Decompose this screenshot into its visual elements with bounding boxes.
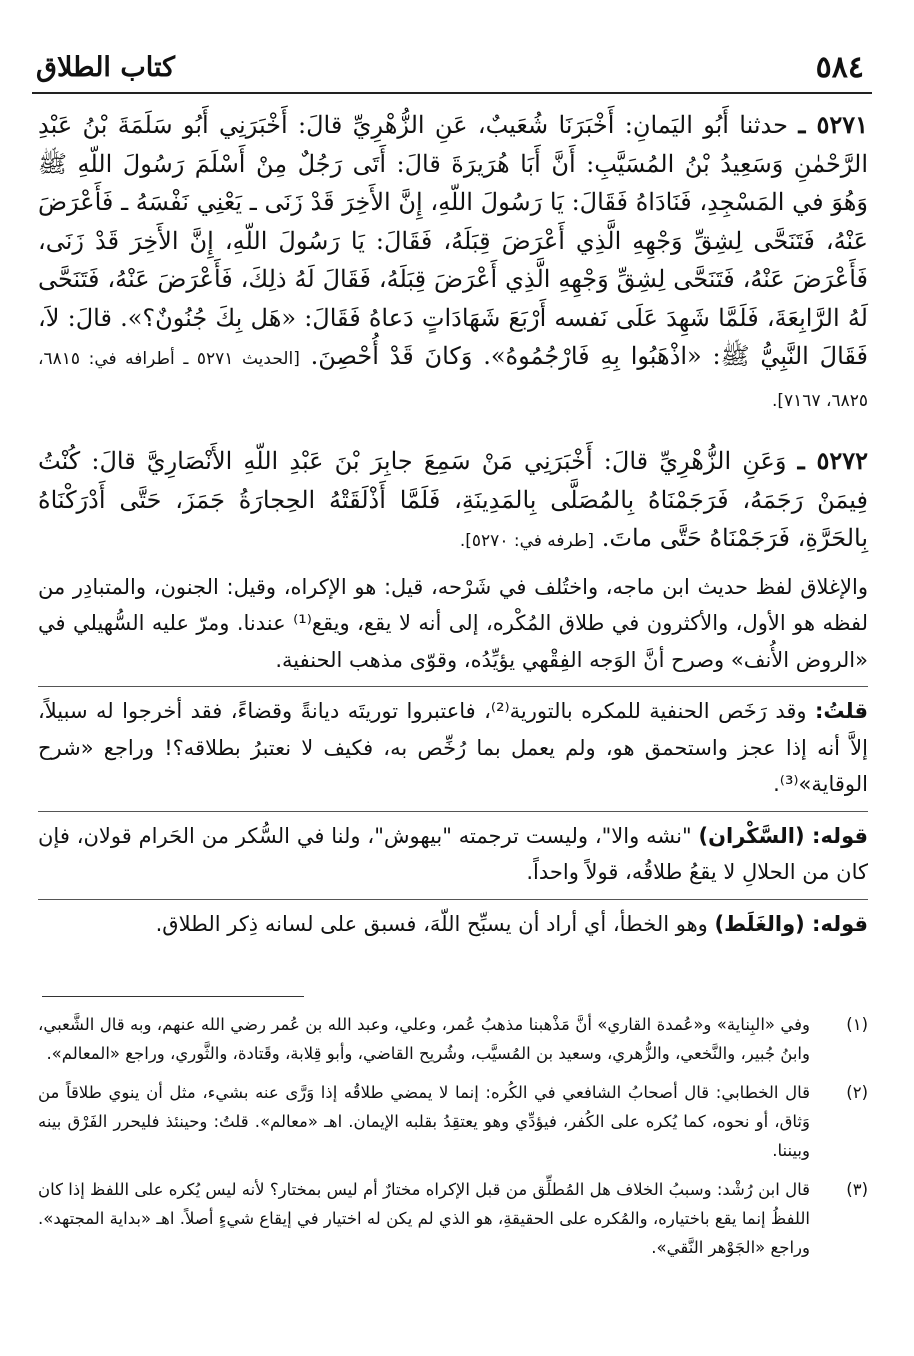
commentary-text: والإغلاق لفظ حديث ابن ماجه، واختُلف في شَرْحه، قيل: هو الإكراه، وقيل: الجنون، والمتبادِر من لفظه هو الأول، والأكثرون في طلاق المُكْره، إلى أنه لا يقع، ويقع⁽¹⁾ عندنا. ومرّ عليه السُّهيلي في «الروض الأُنف» وصرح أنَّ الوَجه الفِقْهي يؤيِّدُه، وقوّى مذهب الحنفية. <box>38 574 868 672</box>
commentary-lead: قلتُ: <box>815 699 868 723</box>
footnote-text: قال الخطابي: قال أصحابُ الشافعي في الكُره: إنما لا يمضي طلاقُه إذا وَرَّى عنه بشيء، مثل أن ينوي طلاقاً من وَثاق، أو نحوه، كما يُكره على الكُفر، فيؤدِّي وهو يعتقِدُ بقلبه الإيمان. اهـ «معالم». قلتُ: وحينئذ فليحرر الفَرْق بينه وبيننا. <box>38 1083 810 1160</box>
commentary-paragraph <box>38 811 868 891</box>
hadith-text: وَعَنِ الزُّهْرِيِّ قالَ: أَخْبَرَنِي مَنْ سَمِعَ جابِرَ بْنَ عَبْدِ اللّهِ الأَنْصَارِيَّ قالَ: كُنْتُ فِيمَنْ رَجَمَهُ، فَرَجَمْنَاهُ بِالمُصَلَّى بِالمَدِينَةِ، فَلَمَّا أَذْلَقَتْهُ الحِجارَةُ جَمَزَ، حَتَّى أَدْرَكْنَاهُ بِالحَرَّةِ، فَرَجَمْنَاهُ حَتَّى ماتَ. <box>38 447 868 552</box>
hadith-reference: [طرفه في: ٥٢٧٠]. <box>459 531 595 551</box>
commentary-text: وهو الخطأ، أي أراد أن يسبِّح اللّهَ، فسبق على لسانه ذِكر الطلاق. <box>155 911 708 936</box>
hadith-text: حدثنا أَبُو اليَمانِ: أَخْبَرَنَا شُعَيبٌ، عَنِ الزُّهْرِيِّ قالَ: أَخْبَرَنِي أَبُو سَلَمَةَ بْنُ عَبْدِ الرَّحْمٰنِ وَسَعِيدُ بْنُ المُسَيَّبِ: أَنَّ أَبَا هُرَيرَةَ قالَ: أَتَى رَجُلٌ مِنْ أَسْلَمَ رَسُولَ اللّهِ ﷺ وَهُوَ في المَسْجِدِ، فَنَادَاهُ فَقَالَ: يَا رَسُولَ اللّهِ، إِنَّ الأَخِرَ قَدْ زَنَى ـ يَعْنِي نَفْسَهُ ـ فَأَعْرَضَ عَنْهُ، فَتَنَحَّى لِشِقِّ وَجْهِهِ الَّذِي أَعْرَضَ قِبَلَهُ، فَقَالَ: يَا رَسُولَ اللّهِ، إِنَّ الأَخِرَ قَدْ زَنَى، فَأَعْرَضَ عَنْهُ، فَتَنَحَّى لِشِقِّ وَجْهِهِ الَّذِي أَعْرَضَ قِبَلَهُ، فَقَالَ لَهُ ذلِكَ، فَأَعْرَضَ عَنْهُ، فَتَنَحَّى لَهُ الرَّابِعَةَ، فَلَمَّا شَهِدَ عَلَى نَفسه أَرْبَعَ شَهَادَاتٍ دَعاهُ فَقَالَ: «هَل بِكَ جُنُونٌ؟». قالَ: لاَ، فَقَالَ النَّبِيُّ ﷺ: «اذْهَبُوا بِهِ فَارْجُمُوهُ». وَكانَ قَدْ أُحْصِنَ. <box>38 111 869 370</box>
footnote-3 <box>38 1175 868 1262</box>
hadith-number: ٥٢٧٢ ـ <box>797 446 869 475</box>
footnote-text: قال ابن رُشْد: وسببُ الخلاف هل المُطلِّق من قبل الإكراه مختارٌ أم ليس بمختار؟ لأنه ليس يُكره على اللفظ إذا كان اللفظُ إنما يقع باختياره، والمُكره على الحقيقةِ، هو الذي لم يكن له اختيار في إيقاع شيءٍ أصلاً. اهـ «بداية المجتهد». وراجع «الجَوْهر النَّقي». <box>38 1180 810 1257</box>
hadith-number: ٥٢٧١ ـ <box>798 110 868 139</box>
footnote-divider <box>42 996 304 997</box>
footnote-mark: (٣) <box>846 1180 868 1199</box>
page-header <box>32 44 872 94</box>
footnote-mark: (٢) <box>846 1083 868 1102</box>
commentary-text: "نشه والا"، وليست ترجمته "بيهوش"، ولنا في السُّكر من الحَرام قولان، فإن كان من الحلالِ لا يقعُ طلاقُه، قولاً واحداً. <box>38 823 868 884</box>
footnote-2 <box>38 1078 868 1165</box>
hadith-5272 <box>38 442 868 561</box>
book-title: كتاب الطلاق <box>36 52 175 83</box>
footnote-1 <box>38 1010 868 1068</box>
page-number: ٥٨٤ <box>815 50 864 85</box>
commentary-lead: قوله: (والغَلَط) <box>714 911 868 936</box>
commentary-text: وقد رَخَص الحنفية للمكره بالتورية⁽²⁾، فاعتبروا توريتَه ديانةً وقضاءً، فقد أخرجوا له سبيلاً، إلاَّ أنه إذا عجز واستحمق هو، ولم يعمل بما رُخِّص به، فكيف لا نعتبرُ بطلاقه؟! وراجع «شرح الوقاية»⁽³⁾. <box>38 699 868 796</box>
commentary-paragraph <box>38 686 868 803</box>
commentary-paragraph <box>38 569 868 679</box>
main-text <box>38 106 868 942</box>
commentary-lead: قوله: (السَّكْران) <box>698 823 868 848</box>
footnotes <box>38 1010 868 1272</box>
footnote-mark: (١) <box>846 1015 868 1034</box>
hadith-reference: [الحديث ٥٢٧١ ـ أطرافه في: ٦٨١٥، ٦٨٢٥، ٧١٦٧]. <box>38 349 868 411</box>
footnote-text: وفي «البِناية» و«عُمدة القاري» أنَّ مَذْهبنا مذهبُ عُمر، وعلي، وعبد الله بن عُمر رضي الله عنهم، وبه قال الشَّعبي، وابنُ جُبير، والنَّخعي، والزُّهري، وسعيد بن المُسيَّب، وشُريح القاضي، وأبو قِلابة، وقَتادة، والثَّوري، وراجع «المعالم». <box>38 1015 810 1063</box>
hadith-5271 <box>38 106 868 420</box>
commentary-paragraph <box>38 899 868 943</box>
